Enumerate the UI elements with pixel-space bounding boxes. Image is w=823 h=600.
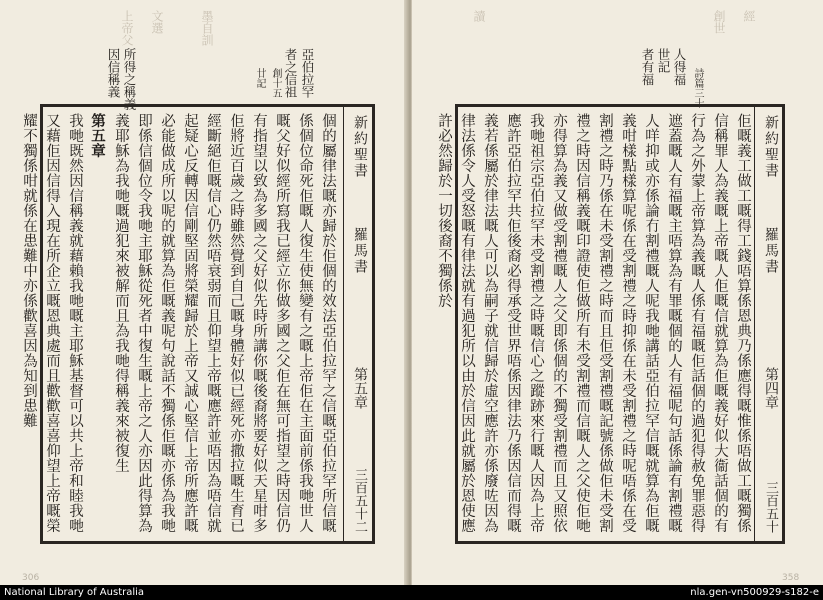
body-paragraph: 佢嘅義工做工嘅得工錢唔算係恩典乃係應得嘅惟係唔做工嘅獨係信稱罪人為義嘅上帝嘅人佢嘅信就算為佢嘅義好似大衞話個的有行為之外蒙上帝算為義嘅人係有福嘅佢話個的過犯得赦免罪惡得遮蓋嘅人有福嘅主唔算為有罪嘅個的人有福呢句話係論有割禮嘅人咩抑或亦係論冇割禮嘅人呢我哋講話亞伯拉罕信嘅就算為佢嘅義咁樣點樣算呢係在受割禮之時抑係在未受割禮之時呢唔係在受割禮之時乃係在未受割禮之時而且佢受割禮嘅記號係做佢未受割禮之時因信稱義嘅印證使佢做所有未受割禮而信嘅人之父使佢哋亦得算為義又做受割禮嘅人之父即係個的不獨受割禮而且又照依我哋祖宗亞伯拉罕未受割禮之時嘅信心之蹤跡來行嘅人因為上帝應許亞伯拉罕共佢後裔必得承受世界唔係因律法乃係因信而得嘅義若係屬於律法嘅人可以為嗣子就信歸於虛空應許亦係廢咗因為律法係令人受怒嘅有律法就有過犯所以由於信因此就屬於恩使應許必然歸於一切後裔不獨係於	[436, 113, 751, 533]
bleed-through-text: 讀	[472, 10, 486, 22]
header-book: 羅馬書	[763, 227, 779, 275]
pencil-mark: 358	[782, 573, 800, 583]
chapter-label: 第四章	[763, 367, 779, 409]
chapter-heading: 第五章	[89, 113, 106, 158]
margin-ref: 詩篇三十	[692, 68, 703, 108]
margin-note: 者之信祖	[283, 48, 298, 98]
text-frame-left	[21, 104, 375, 544]
margin-note: 人得福	[672, 48, 687, 86]
header-title: 新約聖書	[763, 115, 779, 179]
bleed-through-text: 經	[742, 10, 756, 22]
body-paragraph: 我哋既然因信稱義就藉賴我哋嘅主耶穌基督可以共上帝和睦我哋又藉佢因信得入現在所企立嘅恩典處而且歡歡喜喜仰望上帝嘅榮耀不獨係咁就係在患難中亦係歡喜因為知到患難	[21, 113, 83, 533]
margin-note: 世記	[656, 48, 671, 73]
left-page	[0, 0, 410, 585]
header-book: 羅馬書	[352, 227, 368, 275]
page-number: 三百五十二	[352, 468, 367, 533]
margin-ref: 廿記	[254, 68, 265, 88]
header-title: 新約聖書	[352, 115, 368, 179]
right-page	[412, 0, 823, 585]
running-header-column	[754, 107, 783, 541]
body-text-right	[436, 113, 754, 539]
margin-note: 因信稱義	[106, 48, 121, 98]
footer-source: National Library of Australia	[4, 587, 145, 598]
bleed-through-text: 創世	[712, 10, 726, 34]
running-header-column	[343, 107, 373, 541]
margin-note: 所得之稱義	[122, 48, 137, 111]
margin-note: 亞伯拉罕	[300, 48, 315, 98]
bleed-through-text: 文選	[150, 10, 164, 34]
footer-id: nla.gen-vn500929-s182-e	[690, 587, 819, 598]
pencil-mark: 306	[22, 573, 40, 583]
text-frame-right	[436, 104, 785, 544]
page-number: 三百五十	[763, 481, 778, 533]
chapter-label: 第五章	[352, 367, 368, 409]
body-text-left	[21, 113, 339, 539]
library-footer	[0, 585, 823, 600]
margin-note: 者有福	[640, 48, 655, 86]
bleed-through-text: 墨自訓	[200, 10, 214, 46]
body-paragraph: 個的屬律法嘅亦歸於佢個的效法亞伯拉罕之信嘅亞伯拉罕所信嘅係個位命死佢嘅人復生使無變有之嘅上帝佢在主面前係我哋世人嘅父好似經所寫我已經立你做多國之父佢在無可指望之時因信仍有指望以致為多國之父好似先時所講你嘅後裔將要好似天星咁多佢將近百歲之時雖然覺到自己嘅身體好似已經死亦撒拉嘅生育已經斷絕佢嘅信心仍然唔衰弱而且仰望上帝嘅應許並唔因為唔信就起疑心反轉因信剛堅固將榮耀歸於上帝又誠心堅信上帝所應許嘅必能做成所以呢的就算為佢嘅義呢句說話不獨係佢嘅亦係為我哋即係信個位令我哋主耶穌從死者中復生嘅上帝之人亦因此得算為義耶穌為我哋嘅過犯來被解而且為我哋得稱義來被復生	[113, 113, 336, 533]
margin-ref: 創十五	[270, 68, 281, 98]
bleed-through-text: 上帝父	[120, 10, 134, 46]
